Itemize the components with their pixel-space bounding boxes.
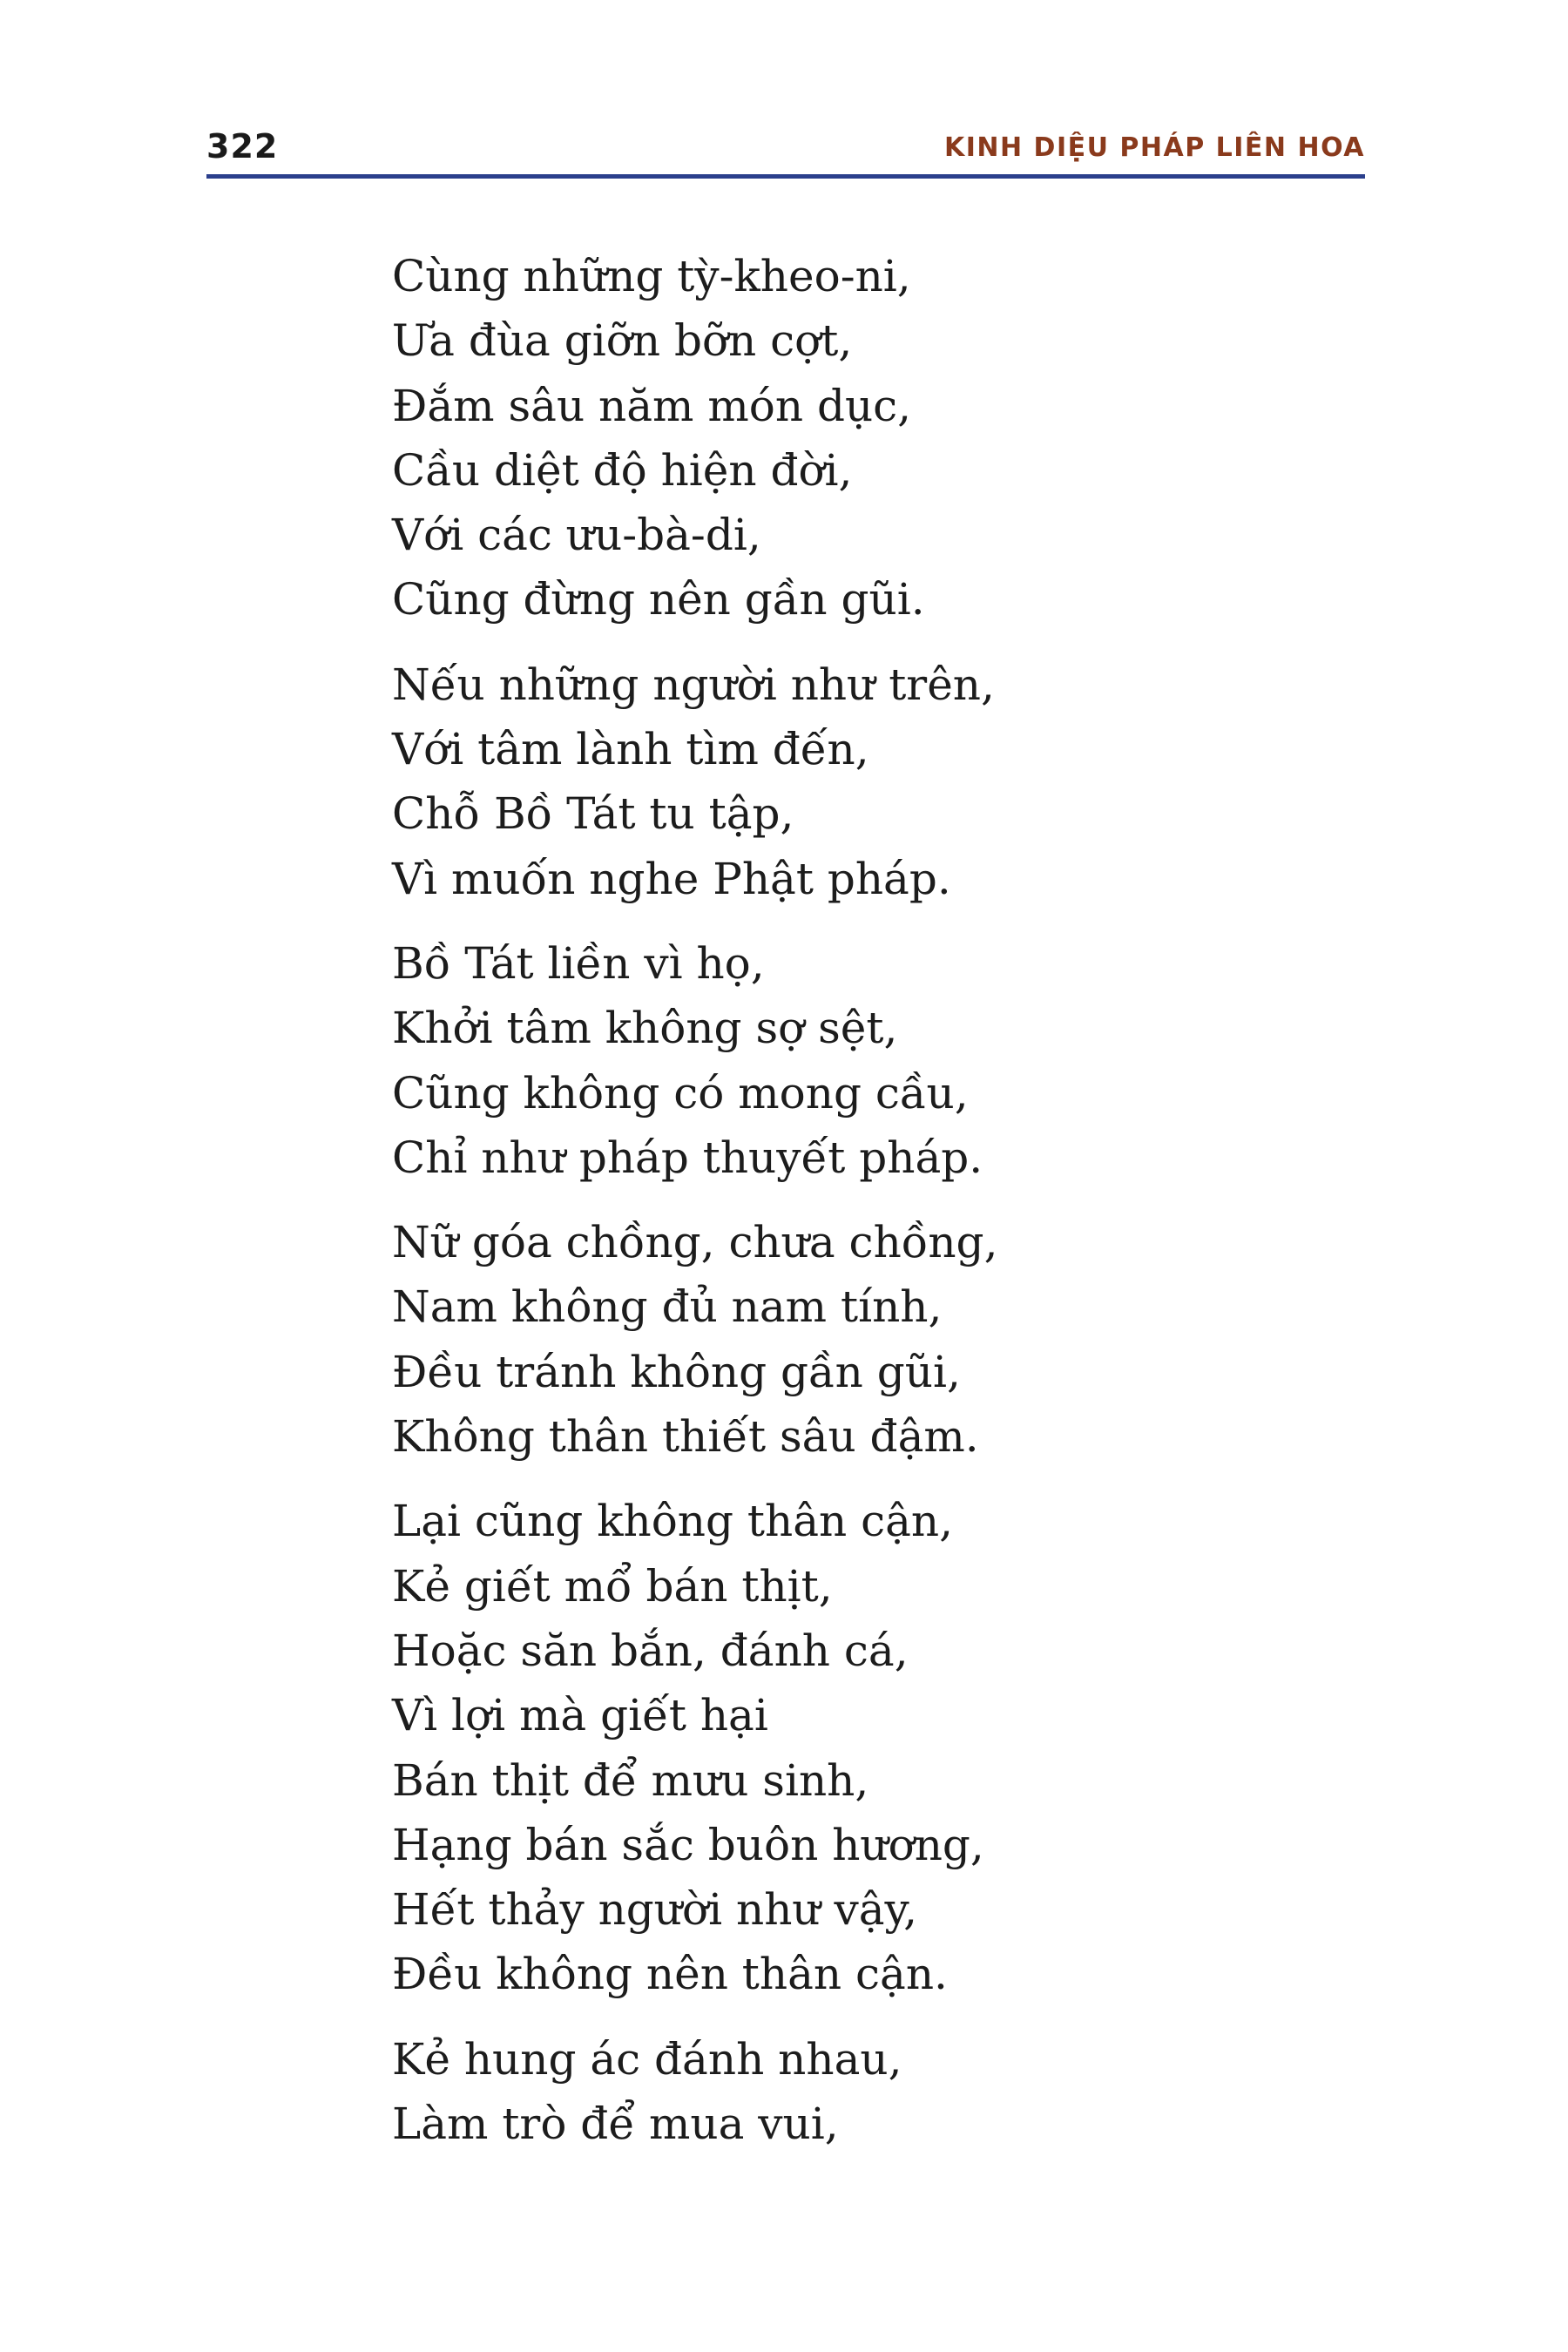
stanza (392, 1489, 1350, 2006)
verse-line: Bán thịt để mưu sinh, (392, 1754, 869, 1806)
verse-line: Với các ưu-bà-di, (392, 510, 761, 561)
stanza (392, 1210, 1350, 1469)
verse-line: Nam không đủ nam tính, (392, 1281, 943, 1333)
verse-line: Ưa đùa giỡn bỡn cợt, (392, 315, 853, 367)
verse-line: Đều không nên thân cận. (392, 1949, 948, 2000)
verse-line: Cũng đừng nên gần gũi. (392, 574, 925, 625)
verse-line: Làm trò để mua vui, (392, 2099, 839, 2150)
verse-line: Với tâm lành tìm đến, (392, 724, 869, 775)
header-rule (206, 174, 1365, 179)
stanza (392, 244, 1350, 632)
running-title: KINH DIỆU PHÁP LIÊN HOA (943, 132, 1365, 163)
verse-line: Không thân thiết sâu đậm. (392, 1411, 979, 1463)
verse-line: Nếu những người như trên, (392, 659, 995, 710)
verse-line: Vì lợi mà giết hại (392, 1690, 768, 1741)
page-number: 322 (206, 127, 279, 166)
verse-line: Đắm sâu năm món dục, (392, 380, 912, 431)
verse-line: Cũng không có mong cầu, (392, 1067, 969, 1119)
verse-line: Chỉ như pháp thuyết pháp. (392, 1132, 983, 1183)
poem-body (392, 244, 1350, 2176)
verse-line: Hết thảy người như vậy, (392, 1884, 918, 1936)
stanza (392, 2027, 1350, 2157)
verse-line: Hạng bán sắc buôn hương, (392, 1819, 984, 1870)
verse-line: Bồ Tát liền vì họ, (392, 937, 765, 989)
verse-line: Đều tránh không gần gũi, (392, 1346, 961, 1397)
verse-line: Lại cũng không thân cận, (392, 1496, 954, 1547)
page-header (206, 124, 1365, 179)
verse-line: Nữ góa chồng, chưa chồng, (392, 1217, 998, 1268)
verse-line: Chỗ Bồ Tát tu tập, (392, 788, 794, 840)
verse-line: Cầu diệt độ hiện đời, (392, 444, 853, 496)
verse-line: Kẻ giết mổ bán thịt, (392, 1560, 833, 1612)
verse-line: Khởi tâm không sợ sệt, (392, 1003, 898, 1054)
verse-line: Kẻ hung ác đánh nhau, (392, 2033, 902, 2085)
stanza (392, 931, 1350, 1190)
verse-line: Vì muốn nghe Phật pháp. (392, 853, 951, 904)
verse-line: Cùng những tỳ-kheo-ni, (392, 251, 911, 301)
stanza (392, 652, 1350, 911)
verse-line: Hoặc săn bắn, đánh cá, (392, 1625, 909, 1676)
